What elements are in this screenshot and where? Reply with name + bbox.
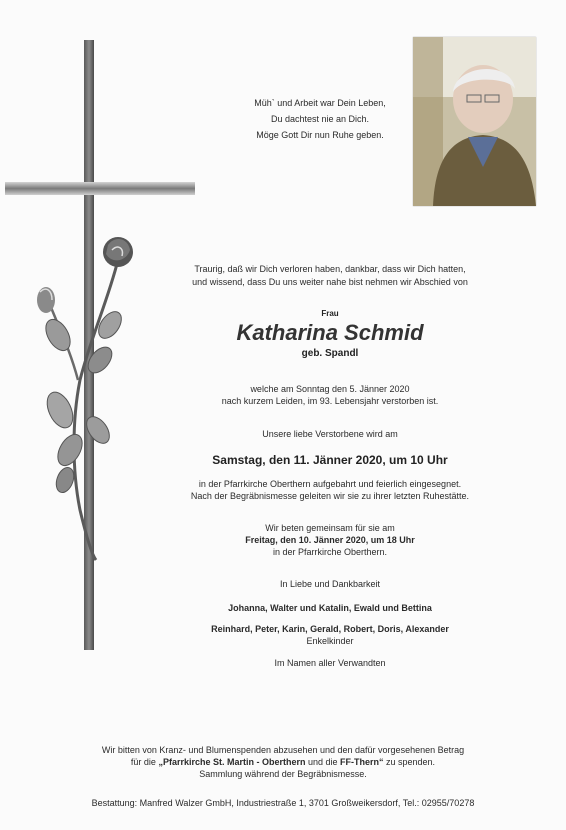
cross-with-rose-image bbox=[0, 0, 200, 825]
funeral-line-2: Nach der Begräbnismesse geleiten wir sie zu ihrer letzten Ruhestätte. bbox=[190, 491, 470, 501]
donation-recipient-ff: FF-Thern“ bbox=[340, 757, 384, 767]
donation-line-2 bbox=[40, 756, 526, 768]
mourners-relatives: Im Namen aller Verwandten bbox=[274, 658, 386, 668]
quote-line-3: Möge Gott Dir nun Ruhe geben. bbox=[256, 130, 384, 140]
undertaker-footer: Bestattung: Manfred Walzer GmbH, Industriestraße 1, 3701 Großweikersdorf, Tel.: 02955/70278 bbox=[91, 798, 475, 808]
deceased-maiden-name: geb. Spandl bbox=[301, 348, 359, 359]
prayer-intro: Wir beten gemeinsam für sie am bbox=[265, 523, 395, 533]
mourners-intro: In Liebe und Dankbarkeit bbox=[279, 579, 381, 589]
intro-line-1: Traurig, daß wir Dich verloren haben, dankbar, dass wir Dich hatten, bbox=[194, 264, 466, 274]
intro-line-2: und wissend, dass Du uns weiter nahe bist nehmen wir Abschied von bbox=[192, 277, 468, 287]
prayer-place: in der Pfarrkirche Oberthern. bbox=[272, 547, 388, 557]
mourners-children: Johanna, Walter und Katalin, Ewald und Bettina bbox=[228, 603, 432, 613]
donation-line-2-post: zu spenden. bbox=[383, 757, 436, 767]
prayer-date: Freitag, den 10. Jänner 2020, um 18 Uhr bbox=[245, 535, 415, 545]
funeral-line-1: in der Pfarrkirche Oberthern aufgebahrt und feierlich eingesegnet. bbox=[198, 479, 462, 489]
quote-line-1: Müh` und Arbeit war Dein Leben, bbox=[254, 98, 386, 108]
mourners-grandchildren-label: Enkelkinder bbox=[306, 636, 354, 646]
funeral-date: Samstag, den 11. Jänner 2020, um 10 Uhr bbox=[212, 453, 448, 467]
portrait-photo bbox=[413, 37, 536, 206]
donation-line-1: Wir bitten von Kranz- und Blumenspenden abzusehen und den dafür vorgesehenen Betrag bbox=[101, 745, 465, 755]
donation-line-2-mid: und die bbox=[305, 757, 341, 767]
donation-line-2-pre: für die bbox=[130, 757, 159, 767]
deceased-prefix: Frau bbox=[321, 309, 339, 318]
death-line-2: nach kurzem Leiden, im 93. Lebensjahr verstorben ist. bbox=[221, 396, 439, 406]
quote-line-2: Du dachtest nie an Dich. bbox=[270, 114, 370, 124]
death-line-1: welche am Sonntag den 5. Jänner 2020 bbox=[250, 384, 410, 394]
donation-recipient-church: „Pfarrkirche St. Martin - Oberthern bbox=[158, 757, 306, 767]
donation-line-3: Sammlung während der Begräbnismesse. bbox=[199, 769, 367, 779]
mourners-grandchildren: Reinhard, Peter, Karin, Gerald, Robert, Doris, Alexander bbox=[211, 624, 449, 634]
funeral-intro: Unsere liebe Verstorbene wird am bbox=[262, 429, 398, 439]
deceased-name: Katharina Schmid bbox=[236, 320, 424, 345]
